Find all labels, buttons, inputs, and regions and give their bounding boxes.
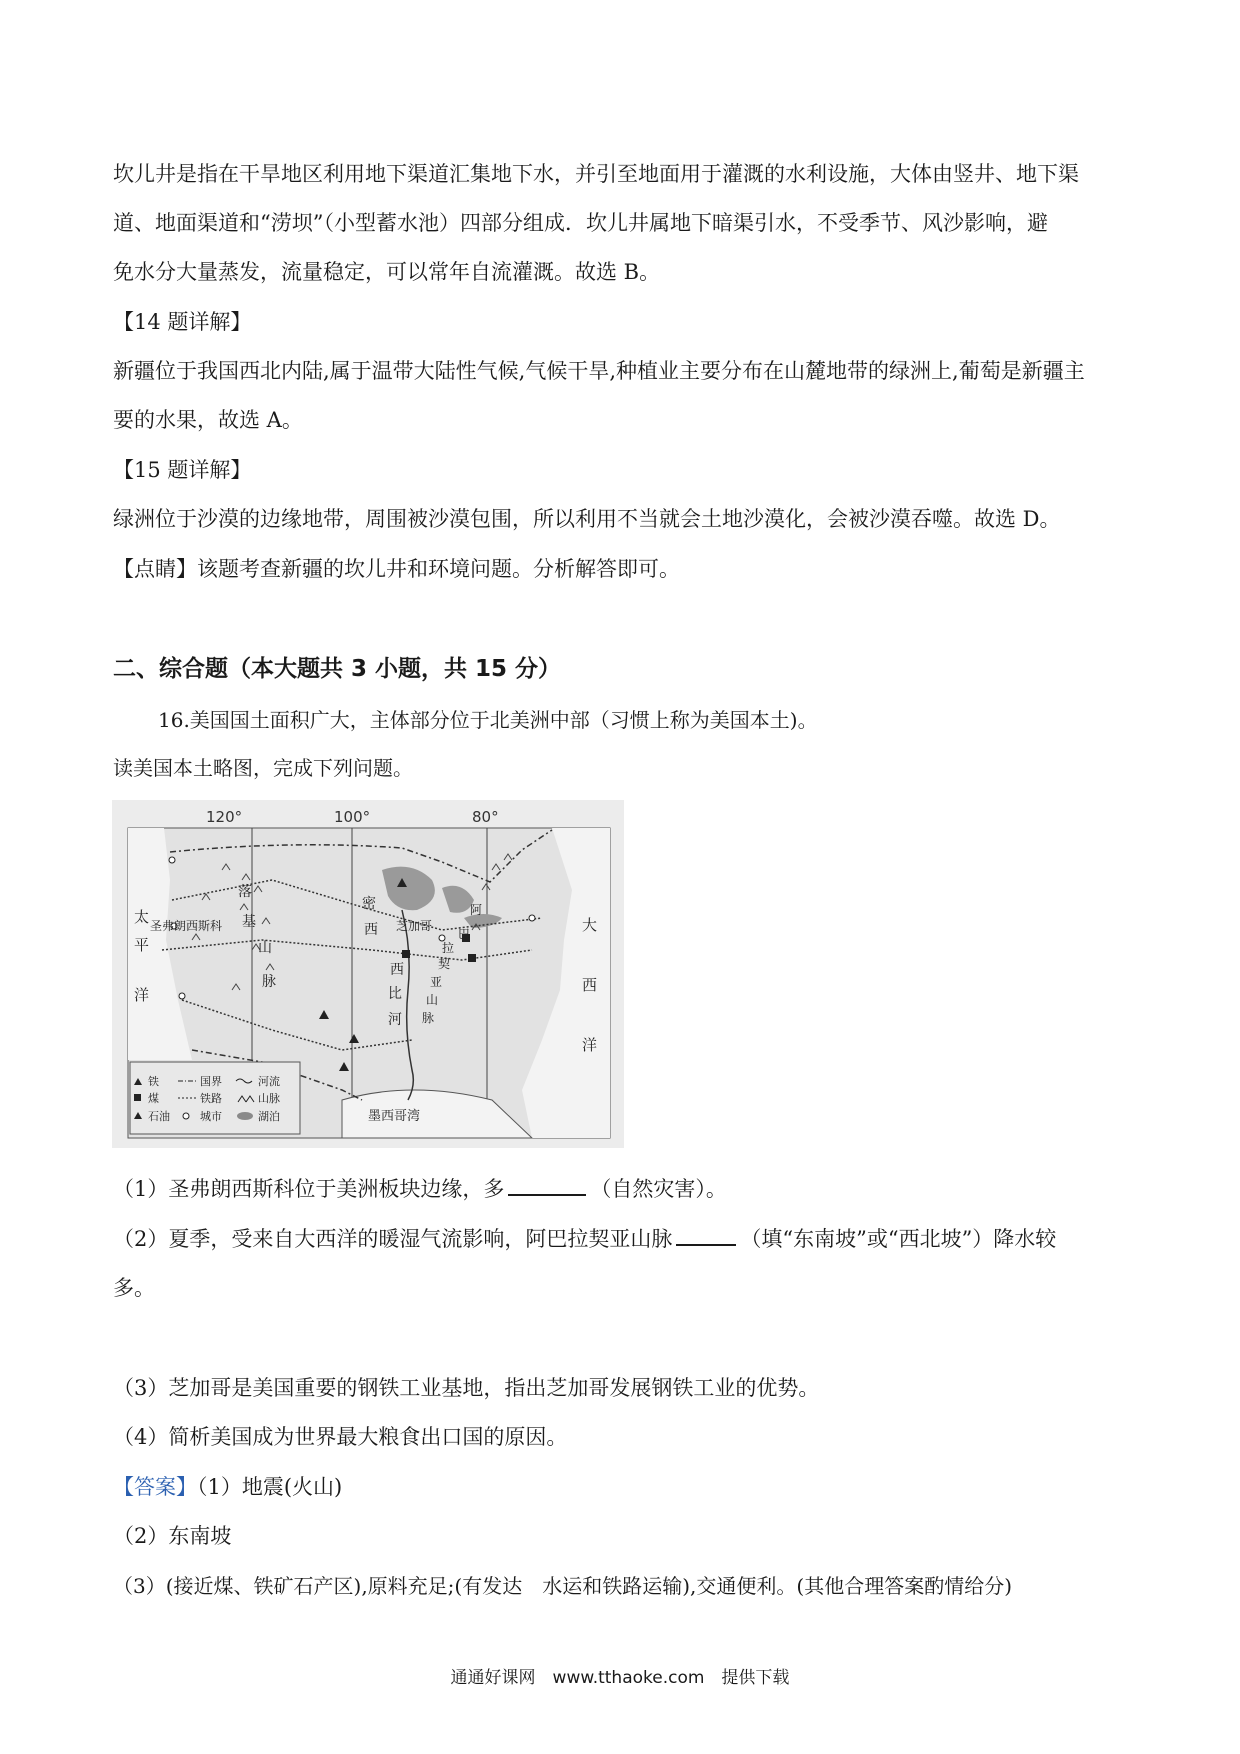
longitude-label: 120°: [206, 808, 243, 826]
question-2: （2）夏季，受来自大西洋的暖湿气流影响，阿巴拉契亚山脉 （填“东南坡”或“西北坡”）降水较: [113, 1215, 1133, 1264]
map-label: 脉: [422, 1011, 435, 1025]
answer-2: （2）东南坡: [113, 1524, 232, 1548]
map-label: 比: [388, 986, 402, 1002]
question-16-intro: 16.美国国土面积广大，主体部分位于北美洲中部（习惯上称为美国本土)。: [158, 708, 818, 732]
coal-marker: [468, 954, 476, 962]
us-map-figure: [112, 800, 624, 1148]
section-title: 二、综合题（本大题共 3 小题，共 15 分）: [113, 656, 562, 682]
legend-label: 河流: [258, 1075, 280, 1088]
map-label: 巴: [458, 927, 471, 941]
map-label: 圣弗朗西斯科: [150, 919, 223, 933]
answer-blank: [508, 1174, 586, 1196]
question-1: （1）圣弗朗西斯科位于美洲板块边缘，多 （自然灾害）。: [113, 1165, 1133, 1214]
analysis-line: 坎儿井是指在干旱地区利用地下渠道汇集地下水，并引至地面用于灌溉的水利设施，大体由竖井、地下渠: [113, 162, 1079, 186]
answer-label: 【答案】: [113, 1475, 197, 1499]
map-label: 亚: [430, 975, 443, 989]
legend-label: 国界: [200, 1075, 222, 1088]
analysis-line: 绿洲位于沙漠的边缘地带，周围被沙漠包围，所以利用不当就会土地沙漠化，会被沙漠吞噬。故选 D。: [113, 507, 1061, 531]
q14-heading: 【14 题详解】: [113, 310, 252, 334]
us-map: [112, 800, 624, 1148]
analysis-line: 要的水果，故选 A。: [113, 408, 303, 432]
map-label: 脉: [262, 974, 276, 990]
answer-3: （3）(接近煤、铁矿石产区),原料充足;(有发达 水运和铁路运输),交通便利。(其他合理答案酌情给分): [113, 1574, 1012, 1598]
map-label: 西: [582, 976, 598, 994]
map-label: 拉: [442, 941, 455, 955]
answer-blank: [676, 1224, 736, 1246]
map-label: 落: [238, 884, 252, 900]
map-label: 芝加哥: [396, 919, 433, 933]
map-label: 太: [134, 908, 150, 926]
map-label: 墨西哥湾: [368, 1109, 421, 1124]
map-label: 密: [362, 896, 376, 912]
map-label: 西: [364, 922, 378, 938]
map-label: 洋: [582, 1036, 598, 1054]
answer-1: 【答案】（1）地震(火山): [113, 1475, 343, 1499]
map-label: 契: [438, 957, 451, 971]
legend-label: 山脉: [258, 1092, 280, 1105]
analysis-line: 新疆位于我国西北内陆,属于温带大陆性气候,气候干旱,种植业主要分布在山麓地带的绿洲上,葡萄是新疆主: [113, 359, 1085, 383]
question-16-instruction: 读美国本土略图，完成下列问题。: [113, 756, 413, 780]
map-label: 平: [134, 936, 150, 954]
map-label: 洋: [134, 986, 150, 1004]
page-footer: 通通好课网 www.tthaoke.com 提供下载: [450, 1668, 790, 1688]
question-2-cont: 多。: [113, 1276, 155, 1300]
map-label: 大: [582, 916, 598, 934]
city-marker: [179, 993, 185, 999]
city-marker: [169, 857, 175, 863]
question-3: （3）芝加哥是美国重要的钢铁工业基地，指出芝加哥发展钢铁工业的优势。: [113, 1376, 820, 1400]
analysis-line: 免水分大量蒸发，流量稳定，可以常年自流灌溉。故选 B。: [113, 260, 661, 284]
legend-label: 铁: [148, 1075, 159, 1088]
dianjing-note: 【点睛】该题考查新疆的坎儿井和环境问题。分析解答即可。: [113, 557, 680, 581]
map-label: 山: [258, 940, 272, 956]
legend-label: 湖泊: [258, 1110, 280, 1123]
map-label: 阿: [470, 903, 483, 917]
q15-heading: 【15 题详解】: [113, 458, 252, 482]
longitude-label: 80°: [472, 808, 499, 826]
map-label: 山: [426, 993, 439, 1007]
map-label: 河: [388, 1012, 402, 1028]
map-label: 基: [242, 914, 256, 930]
legend-label: 铁路: [200, 1092, 222, 1105]
city-marker: [529, 915, 535, 921]
map-legend: [130, 1062, 300, 1134]
legend-label: 煤: [148, 1092, 159, 1105]
map-label: 西: [390, 962, 404, 978]
question-4: （4）简析美国成为世界最大粮食出口国的原因。: [113, 1425, 568, 1449]
coal-marker: [402, 950, 410, 958]
legend-label: 石油: [148, 1110, 170, 1123]
longitude-label: 100°: [334, 808, 371, 826]
legend-label: 城市: [200, 1110, 222, 1123]
analysis-line: 道、地面渠道和“涝坝”（小型蓄水池）四部分组成．坎儿井属地下暗渠引水，不受季节、风沙影响，避: [113, 211, 1048, 235]
